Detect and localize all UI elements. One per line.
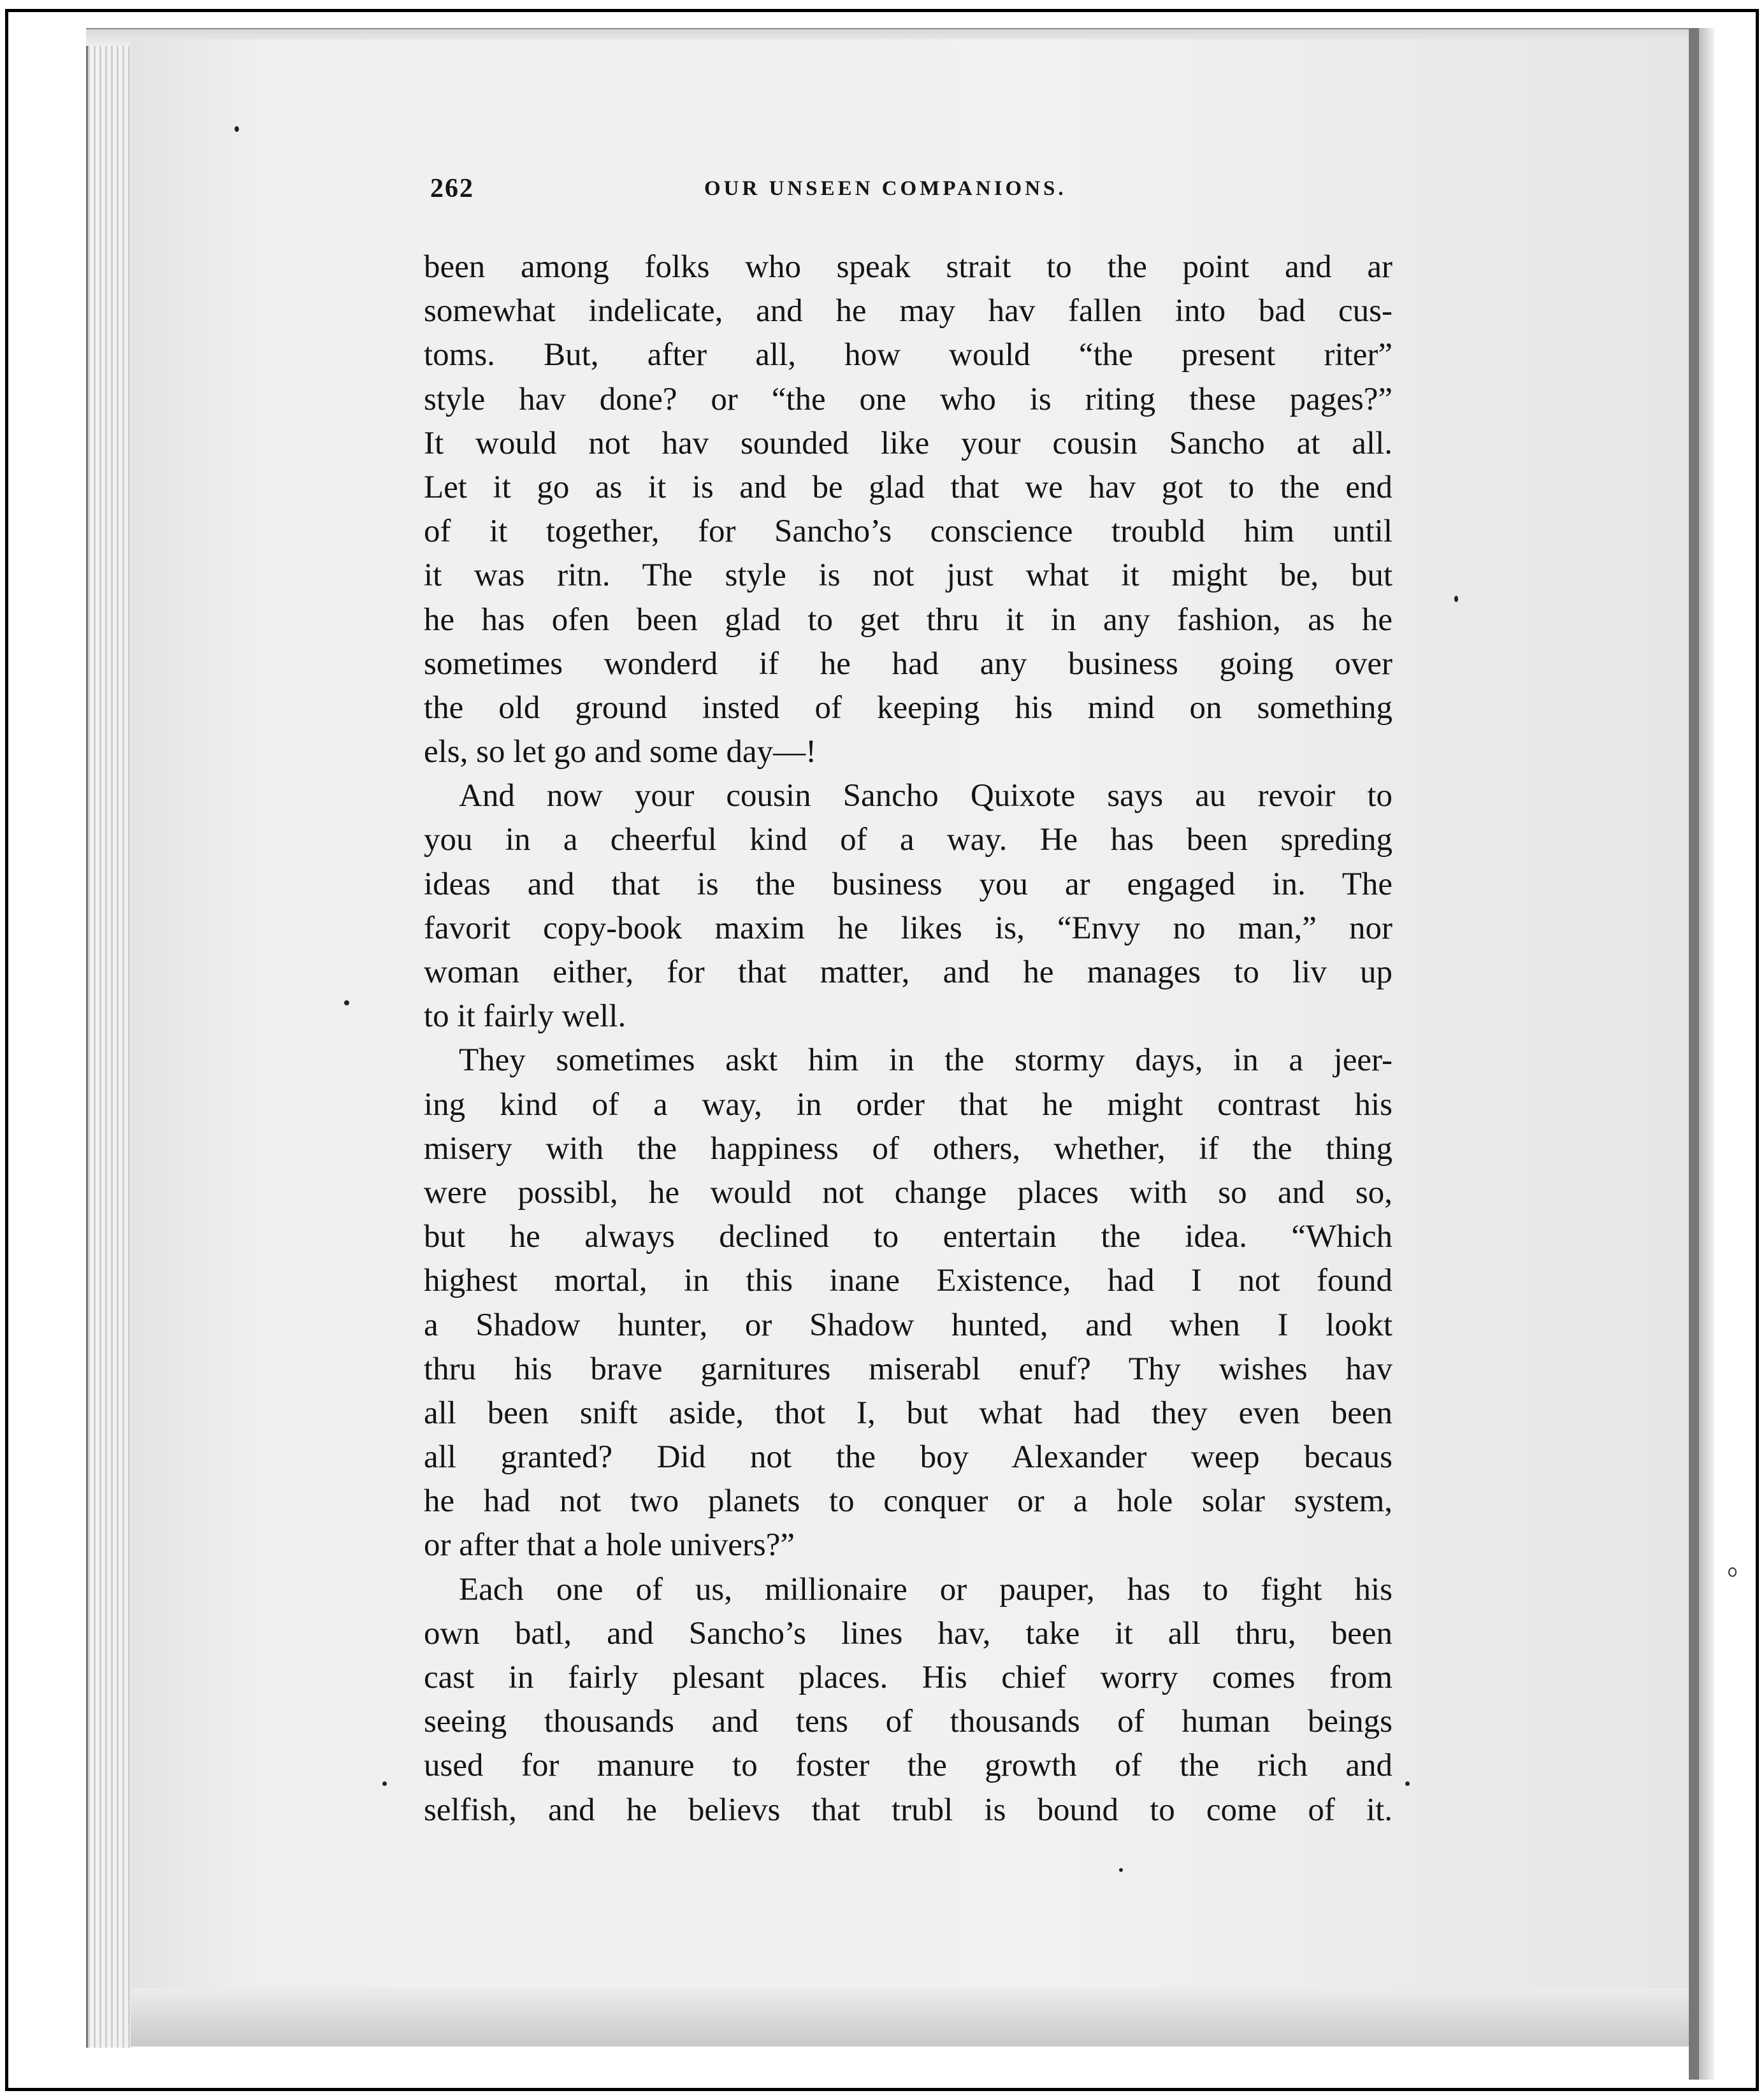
right-page-edge-highlight: [1699, 28, 1714, 2080]
text-line: somewhat indelicate, and he may hav fallen into bad cus-: [424, 293, 1392, 329]
scan-speck: [235, 126, 239, 132]
scan-speck: [1454, 596, 1458, 602]
text-line: or after that a hole univers?”: [424, 1527, 795, 1564]
right-page-edge: [1689, 28, 1699, 2080]
body-text: [424, 245, 1392, 1832]
text-line: thru his brave garnitures miserabl enuf? Thy wishes hav: [424, 1351, 1392, 1387]
page-number: 262: [430, 174, 474, 203]
page-stack-edge: [86, 28, 133, 2048]
text-line: misery with the happiness of others, whether, if the thing: [424, 1130, 1392, 1167]
text-line: favorit copy-book maxim he likes is, “Envy no man,” nor: [424, 910, 1392, 946]
scan-speck: [1119, 1868, 1123, 1872]
text-line: ing kind of a way, in order that he might contrast his: [424, 1086, 1392, 1123]
page-bottom-shade: [131, 1988, 1689, 2046]
paragraph-3: [424, 1039, 1392, 1567]
text-line: And now your cousin Sancho Quixote says au revoir to: [459, 778, 1392, 814]
scan-speck: [344, 1000, 349, 1005]
text-line: seeing thousands and tens of thousands of human beings: [424, 1704, 1392, 1740]
text-line: highest mortal, in this inane Existence, had I not found: [424, 1263, 1392, 1299]
text-line: he has ofen been glad to get thru it in any fashion, as he: [424, 601, 1392, 638]
text-line: own batl, and Sancho’s lines hav, take it all thru, been: [424, 1615, 1392, 1651]
text-line: all granted? Did not the boy Alexander weep becaus: [424, 1439, 1392, 1476]
text-line: toms. But, after all, how would “the present riter”: [424, 337, 1392, 373]
text-line: to it fairly well.: [424, 998, 626, 1035]
page-header: [430, 173, 1128, 218]
text-line: They sometimes askt him in the stormy days, in a jeer-: [459, 1042, 1392, 1079]
paragraph-2: [424, 774, 1392, 1039]
scan-speck: [1405, 1781, 1410, 1786]
running-title: OUR UNSEEN COMPANIONS.: [704, 177, 1067, 200]
text-line: cast in fairly plesant places. His chief worry comes from: [424, 1660, 1392, 1695]
text-line: the old ground insted of keeping his mind on something: [424, 689, 1392, 726]
text-line: a Shadow hunter, or Shadow hunted, and when I lookt: [424, 1307, 1392, 1343]
text-line: were possibl, he would not change places with so and so,: [424, 1174, 1392, 1211]
text-line: of it together, for Sancho’s conscience troubld him until: [424, 514, 1392, 550]
text-line: you in a cheerful kind of a way. He has been spreding: [424, 822, 1392, 858]
text-line: all been snift aside, thot I, but what had they even been: [424, 1395, 1392, 1431]
paragraph-4: [424, 1568, 1392, 1832]
scan-speck: [1728, 1567, 1737, 1577]
text-line: woman either, for that matter, and he manages to liv up: [424, 954, 1392, 990]
text-line: sometimes wonderd if he had any business going over: [424, 645, 1392, 682]
text-line: been among folks who speak strait to the point and ar: [424, 249, 1392, 285]
text-line: but he always declined to entertain the idea. “Which: [424, 1219, 1392, 1255]
text-line: Let it go as it is and be glad that we hav got to the end: [424, 469, 1392, 505]
text-line: els, so let go and some day—!: [424, 734, 817, 770]
text-line: style hav done? or “the one who is riting these pages?”: [424, 381, 1392, 417]
text-line: he had not two planets to conquer or a hole solar system,: [424, 1483, 1392, 1520]
text-line: ideas and that is the business you ar engaged in. The: [424, 866, 1392, 902]
text-line: It would not hav sounded like your cousin Sancho at all.: [424, 425, 1392, 461]
text-line: Each one of us, millionaire or pauper, has to fight his: [459, 1571, 1392, 1607]
text-line: it was ritn. The style is not just what it might be, but: [424, 557, 1392, 594]
text-line: selfish, and he believs that trubl is bound to come of it.: [424, 1792, 1392, 1828]
text-line: used for manure to foster the growth of the rich and: [424, 1748, 1392, 1784]
scan-speck: [382, 1781, 387, 1786]
paragraph-1: [424, 245, 1392, 774]
